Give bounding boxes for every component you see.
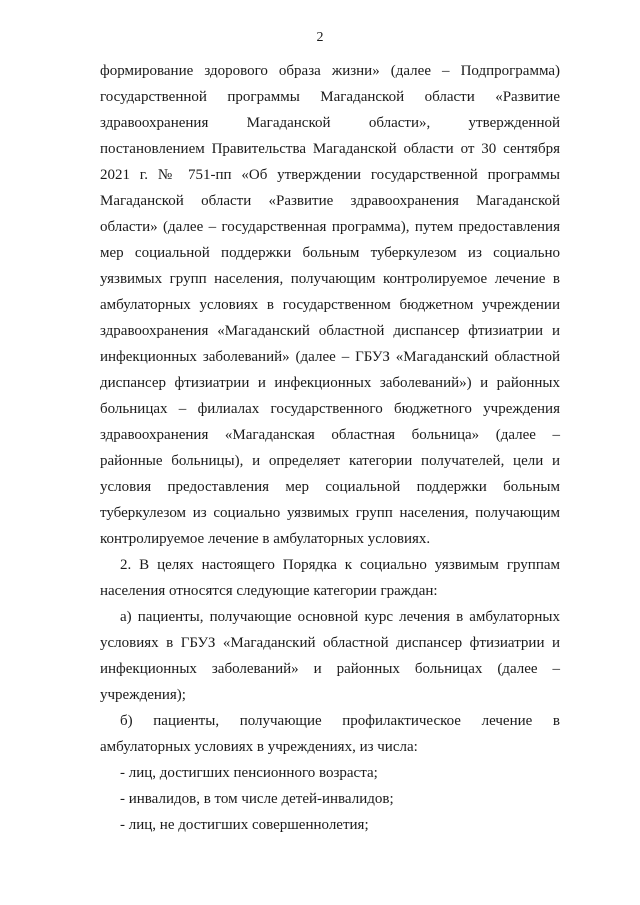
paragraph-item-a: а) пациенты, получающие основной курс лечения в амбулаторных условиях в ГБУЗ «Магаданский областной диспансер фтизиатрии и инфекционных заболеваний» и районных больницах (далее – учреждения); <box>100 609 560 703</box>
document-body <box>100 58 560 838</box>
list-item-disabled: - инвалидов, в том числе детей-инвалидов; <box>120 791 394 807</box>
list-item-pension-age: - лиц, достигших пенсионного возраста; <box>120 765 378 781</box>
paragraph-purpose: формирование здорового образа жизни» (далее – Подпрограмма) государственной программы Магаданской области «Развитие здравоохранения Магаданской области», утвержденной постановлением Правительства Магаданской области от 30 сентября 2021 г. № 751-пп «Об утверждении государственной программы Магаданской области «Развитие здравоохранения Магаданской области» (далее – государственная программа), путем предоставления мер социальной поддержки больным туберкулезом из социально уязвимых групп населения, получающим контролируемое лечение в амбулаторных условиях в государственном бюджетном учреждении здравоохранения «Магаданский областной диспансер фтизиатрии и инфекционных заболеваний» (далее – ГБУЗ «Магаданский областной диспансер фтизиатрии и инфекционных заболеваний») и районных больницах – филиалах государственного бюджетного учреждения здравоохранения «Магаданская областная больница» (далее – районные больницы), и определяет категории получателей, цели и условия предоставления мер социальной поддержки больным туберкулезом из социально уязвимых групп населения, получающим контролируемое лечение в амбулаторных условиях. <box>100 63 560 547</box>
list-item-minors: - лиц, не достигших совершеннолетия; <box>120 817 369 833</box>
paragraph-item-b: б) пациенты, получающие профилактическое лечение в амбулаторных условиях в учреждениях, из числа: <box>100 713 560 755</box>
paragraph-item-2: 2. В целях настоящего Порядка к социально уязвимым группам населения относятся следующие категории граждан: <box>100 557 560 599</box>
page-number: 2 <box>316 30 324 45</box>
